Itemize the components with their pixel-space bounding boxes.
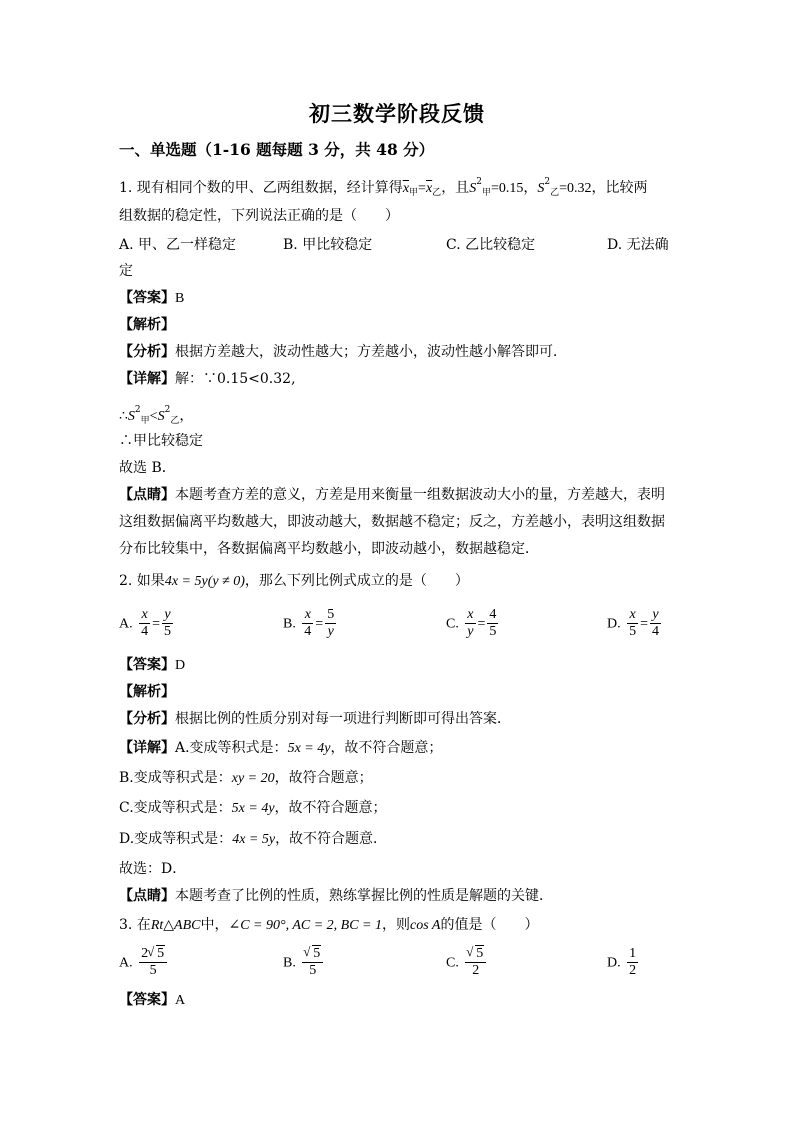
- frac-num: y: [162, 607, 173, 624]
- q3-opt-d-frac: [627, 946, 638, 979]
- q1-s-yi-2: S: [157, 409, 165, 424]
- q1-answer-tag: 【答案】: [119, 290, 175, 306]
- frac-den: y: [327, 624, 334, 639]
- q1-answer: B: [175, 291, 185, 306]
- q2-xiangjie-c: [119, 798, 387, 819]
- q3-opt-c-frac: [465, 946, 486, 979]
- q2-c-pre: C.变成等积式是：: [119, 800, 232, 816]
- q2-opt-a-label: A.: [119, 616, 133, 632]
- frac-num: y: [650, 607, 661, 624]
- q1-s-sub-jia: 甲: [481, 188, 491, 198]
- q2-dianjing-tag: 【点睛】: [119, 888, 175, 904]
- q1-s-jia-2: S: [127, 409, 135, 424]
- q1-stem-text: 1. 现有相同个数的甲、乙两组数据，经计算得: [119, 180, 403, 196]
- q2-answer-tag: 【答案】: [119, 657, 175, 673]
- frac-den: y: [467, 624, 474, 639]
- frac-den: 5: [629, 624, 637, 639]
- frac-num: 5: [327, 607, 335, 622]
- q1-s-sub-jia-2: 甲: [140, 416, 150, 426]
- q2-fenxi-tag: 【分析】: [119, 711, 175, 727]
- q2-option-c: [446, 607, 500, 640]
- radicand: 5: [313, 946, 321, 961]
- q2-option-d: [607, 607, 663, 640]
- q3-opt-b-label: B.: [283, 955, 296, 971]
- q1-dianjing-line3: 分布比较集中，各数据偏离平均数越小，即波动越小，数据越稳定．: [119, 541, 539, 557]
- q3-option-a: [119, 946, 169, 979]
- q1-and: ，且: [441, 180, 470, 196]
- frac-num: x: [302, 607, 313, 624]
- q3-answer-line: [119, 990, 185, 1011]
- q3-stem-b: 中，: [200, 917, 229, 933]
- q2-opt-a-eq: =: [152, 616, 160, 632]
- frac-den: 5: [489, 624, 497, 639]
- q2-xiangjie-d: [119, 829, 387, 850]
- q3-opt-d-label: D.: [607, 955, 621, 971]
- q3-stem-c: ，则: [382, 917, 411, 933]
- q1-therefore-line: [119, 400, 193, 431]
- q2-d-pre: D.变成等积式是：: [119, 831, 233, 847]
- q3-cos: cos A: [410, 918, 441, 933]
- page-title: 初三数学阶段反馈: [309, 101, 485, 126]
- frac-den: 2: [629, 963, 637, 978]
- q1-option-a: A. 甲、乙一样稳定: [119, 237, 237, 253]
- q3-stem-d: 的值是（ ）: [440, 917, 539, 933]
- q1-s-jia: S: [469, 181, 477, 196]
- q2-answer: D: [175, 658, 186, 673]
- q1-option-d-wrap: 定: [119, 263, 133, 279]
- q2-b-post: ，故符合题意；: [274, 770, 373, 786]
- q2-opt-c-label: C.: [446, 616, 459, 632]
- q2-fenxi: 根据比例的性质分别对每一项进行判断即可得出答案．: [175, 711, 511, 727]
- q2-opt-b-frac1: [302, 607, 313, 640]
- q1-dianjing-line2: 这组数据偏离平均数越大，即波动越大，数据越不稳定；反之，方差越小，表明这组数据: [119, 514, 665, 530]
- frac-den: 4: [651, 624, 659, 639]
- frac-num: x: [627, 607, 638, 624]
- q2-d-eq: 4x = 5y: [232, 832, 276, 847]
- frac-den: 4: [141, 624, 149, 639]
- radicand: 5: [476, 946, 484, 961]
- q2-d-post: ，故不符合题意．: [275, 831, 388, 847]
- q1-s-yi-val: =0.32，比较两: [559, 181, 648, 196]
- coef: 2: [141, 946, 149, 961]
- q2-dianjing: 本题考查了比例的性质，熟练掌握比例的性质是解题的关键．: [175, 888, 553, 904]
- q2-analysis-tag: 【解析】: [119, 684, 175, 700]
- frac-num: [139, 946, 167, 963]
- q2-a-pre: A.变成等积式是：: [175, 740, 288, 756]
- q2-opt-a-frac1: [139, 607, 150, 640]
- q1-option-b: B. 甲比较稳定: [283, 237, 373, 253]
- q1-choose: 故选 B．: [119, 460, 176, 476]
- frac-num: x: [139, 607, 150, 624]
- q3-opt-a-frac: [139, 946, 167, 979]
- q3-answer-tag: 【答案】: [119, 992, 175, 1008]
- q2-xiangjie-tag: 【详解】: [119, 740, 175, 756]
- q2-fenxi-line: [119, 709, 511, 729]
- frac-num: [302, 946, 323, 963]
- q2-condition: 4x = 5y(y ≠ 0): [164, 574, 245, 589]
- q1-answer-line: [119, 288, 184, 309]
- q2-stem-a: 2. 如果: [119, 573, 165, 589]
- q2-opt-b-frac2: [325, 607, 336, 640]
- q1-stem-line1: [119, 172, 648, 203]
- q3-condition: ∠C = 90°, AC = 2, BC = 1: [228, 918, 383, 933]
- q2-stem-b: ，那么下列比例式成立的是（ ）: [244, 573, 469, 589]
- q1-lt: <: [149, 409, 158, 424]
- q2-opt-d-frac2: [650, 607, 661, 640]
- q2-c-eq: 5x = 4y: [231, 801, 275, 816]
- q2-a-eq: 5x = 4y: [287, 741, 331, 756]
- q1-s-sub-yi: 乙: [550, 188, 560, 198]
- q2-opt-c-frac1: [465, 607, 475, 640]
- q2-xiangjie-a: [119, 738, 442, 759]
- q3-option-c: [446, 946, 488, 979]
- q1-comma: ，: [179, 408, 194, 424]
- q2-opt-c-frac2: [487, 607, 498, 640]
- frac-num: [465, 946, 486, 963]
- q3-answer: A: [175, 993, 186, 1008]
- q1-s-sub-yi-2: 乙: [170, 416, 180, 426]
- q1-option-d: D. 无法确: [607, 237, 669, 253]
- frac-num: x: [467, 607, 474, 622]
- q1-stem-line2: 组数据的稳定性，下列说法正确的是（ ）: [119, 208, 399, 224]
- q3-option-d: [607, 946, 640, 979]
- q1-fenxi: 根据方差越大，波动性越大；方差越小，波动性越小解答即可．: [175, 344, 567, 360]
- q1-mean-x-jia: $\overline{x}$: [402, 181, 410, 196]
- q3-option-b: [283, 946, 325, 979]
- q2-opt-d-label: D.: [607, 616, 621, 632]
- q1-sub-jia: 甲: [409, 188, 419, 198]
- q1-dianjing-tag: 【点睛】: [119, 487, 175, 503]
- section-heading: 一、单选题（1-16 题每题 3 分，共 48 分）: [119, 140, 435, 159]
- q2-opt-c-eq: =: [477, 616, 486, 632]
- q3-stem: [119, 915, 538, 936]
- q2-opt-b-eq: =: [315, 616, 324, 632]
- q1-dianjing-line1: [119, 485, 665, 505]
- frac-den: 4: [304, 624, 312, 639]
- q1-s-yi: S: [537, 181, 545, 196]
- q2-answer-line: [119, 655, 185, 676]
- q2-a-post: ，故不符合题意；: [330, 740, 443, 756]
- q1-fenxi-tag: 【分析】: [119, 344, 175, 360]
- q1-xiangjie-line: [119, 369, 296, 389]
- q2-opt-d-eq: =: [640, 616, 648, 632]
- frac-num: 4: [489, 607, 497, 622]
- q2-option-b: [283, 607, 338, 640]
- q3-opt-c-label: C.: [446, 955, 459, 971]
- q2-xiangjie-b: [119, 768, 373, 789]
- q3-triangle: Rt△ABC: [150, 918, 201, 933]
- q1-sup-2: 2: [476, 177, 482, 187]
- q1-fenxi-line: [119, 342, 567, 362]
- q2-opt-b-label: B.: [283, 616, 296, 632]
- q1-dianjing-1: 本题考查方差的意义，方差是用来衡量一组数据波动大小的量，方差越大，表明: [175, 487, 665, 503]
- q1-sub-yi: 乙: [432, 188, 442, 198]
- q1-therefore-2: ∴甲比较稳定: [119, 433, 203, 449]
- q1-analysis-tag: 【解析】: [119, 317, 175, 333]
- q1-sup-2d: 2: [164, 405, 171, 415]
- q2-stem: [119, 571, 469, 592]
- sqrt: [304, 946, 321, 962]
- q1-sup-2c: 2: [134, 405, 141, 415]
- frac-den: 5: [309, 963, 317, 978]
- frac-den: 5: [149, 963, 157, 978]
- q1-therefore: ∴: [119, 408, 128, 424]
- q2-c-post: ，故不符合题意；: [274, 800, 387, 816]
- q2-opt-d-frac1: [627, 607, 638, 640]
- q2-b-eq: xy = 20: [231, 771, 275, 786]
- q1-mean-x-yi: $\overline{x}$: [425, 181, 433, 196]
- q2-option-a: [119, 607, 175, 640]
- q2-b-pre: B.变成等积式是：: [119, 770, 232, 786]
- radicand: 5: [157, 946, 165, 961]
- sqrt: [467, 946, 484, 962]
- frac-num: 1: [629, 946, 637, 961]
- q1-xiangjie: 解：∵0.15<0.32,: [175, 371, 296, 387]
- q3-opt-b-frac: [302, 946, 323, 979]
- q3-stem-a: 3. 在: [119, 917, 151, 933]
- q2-opt-a-frac2: [162, 607, 173, 640]
- frac-den: 5: [163, 624, 171, 639]
- q1-sup-2b: 2: [544, 177, 551, 187]
- frac-den: 2: [472, 963, 480, 978]
- q1-xiangjie-tag: 【详解】: [119, 371, 175, 387]
- sqrt: [148, 946, 165, 962]
- q1-s-jia-val: =0.15，: [490, 181, 538, 196]
- q2-dianjing-line: [119, 886, 553, 906]
- q1-option-c: C. 乙比较稳定: [446, 237, 536, 253]
- q3-opt-a-label: A.: [119, 955, 133, 971]
- q2-choose: 故选：D．: [119, 861, 187, 877]
- q1-eq: =: [418, 181, 426, 196]
